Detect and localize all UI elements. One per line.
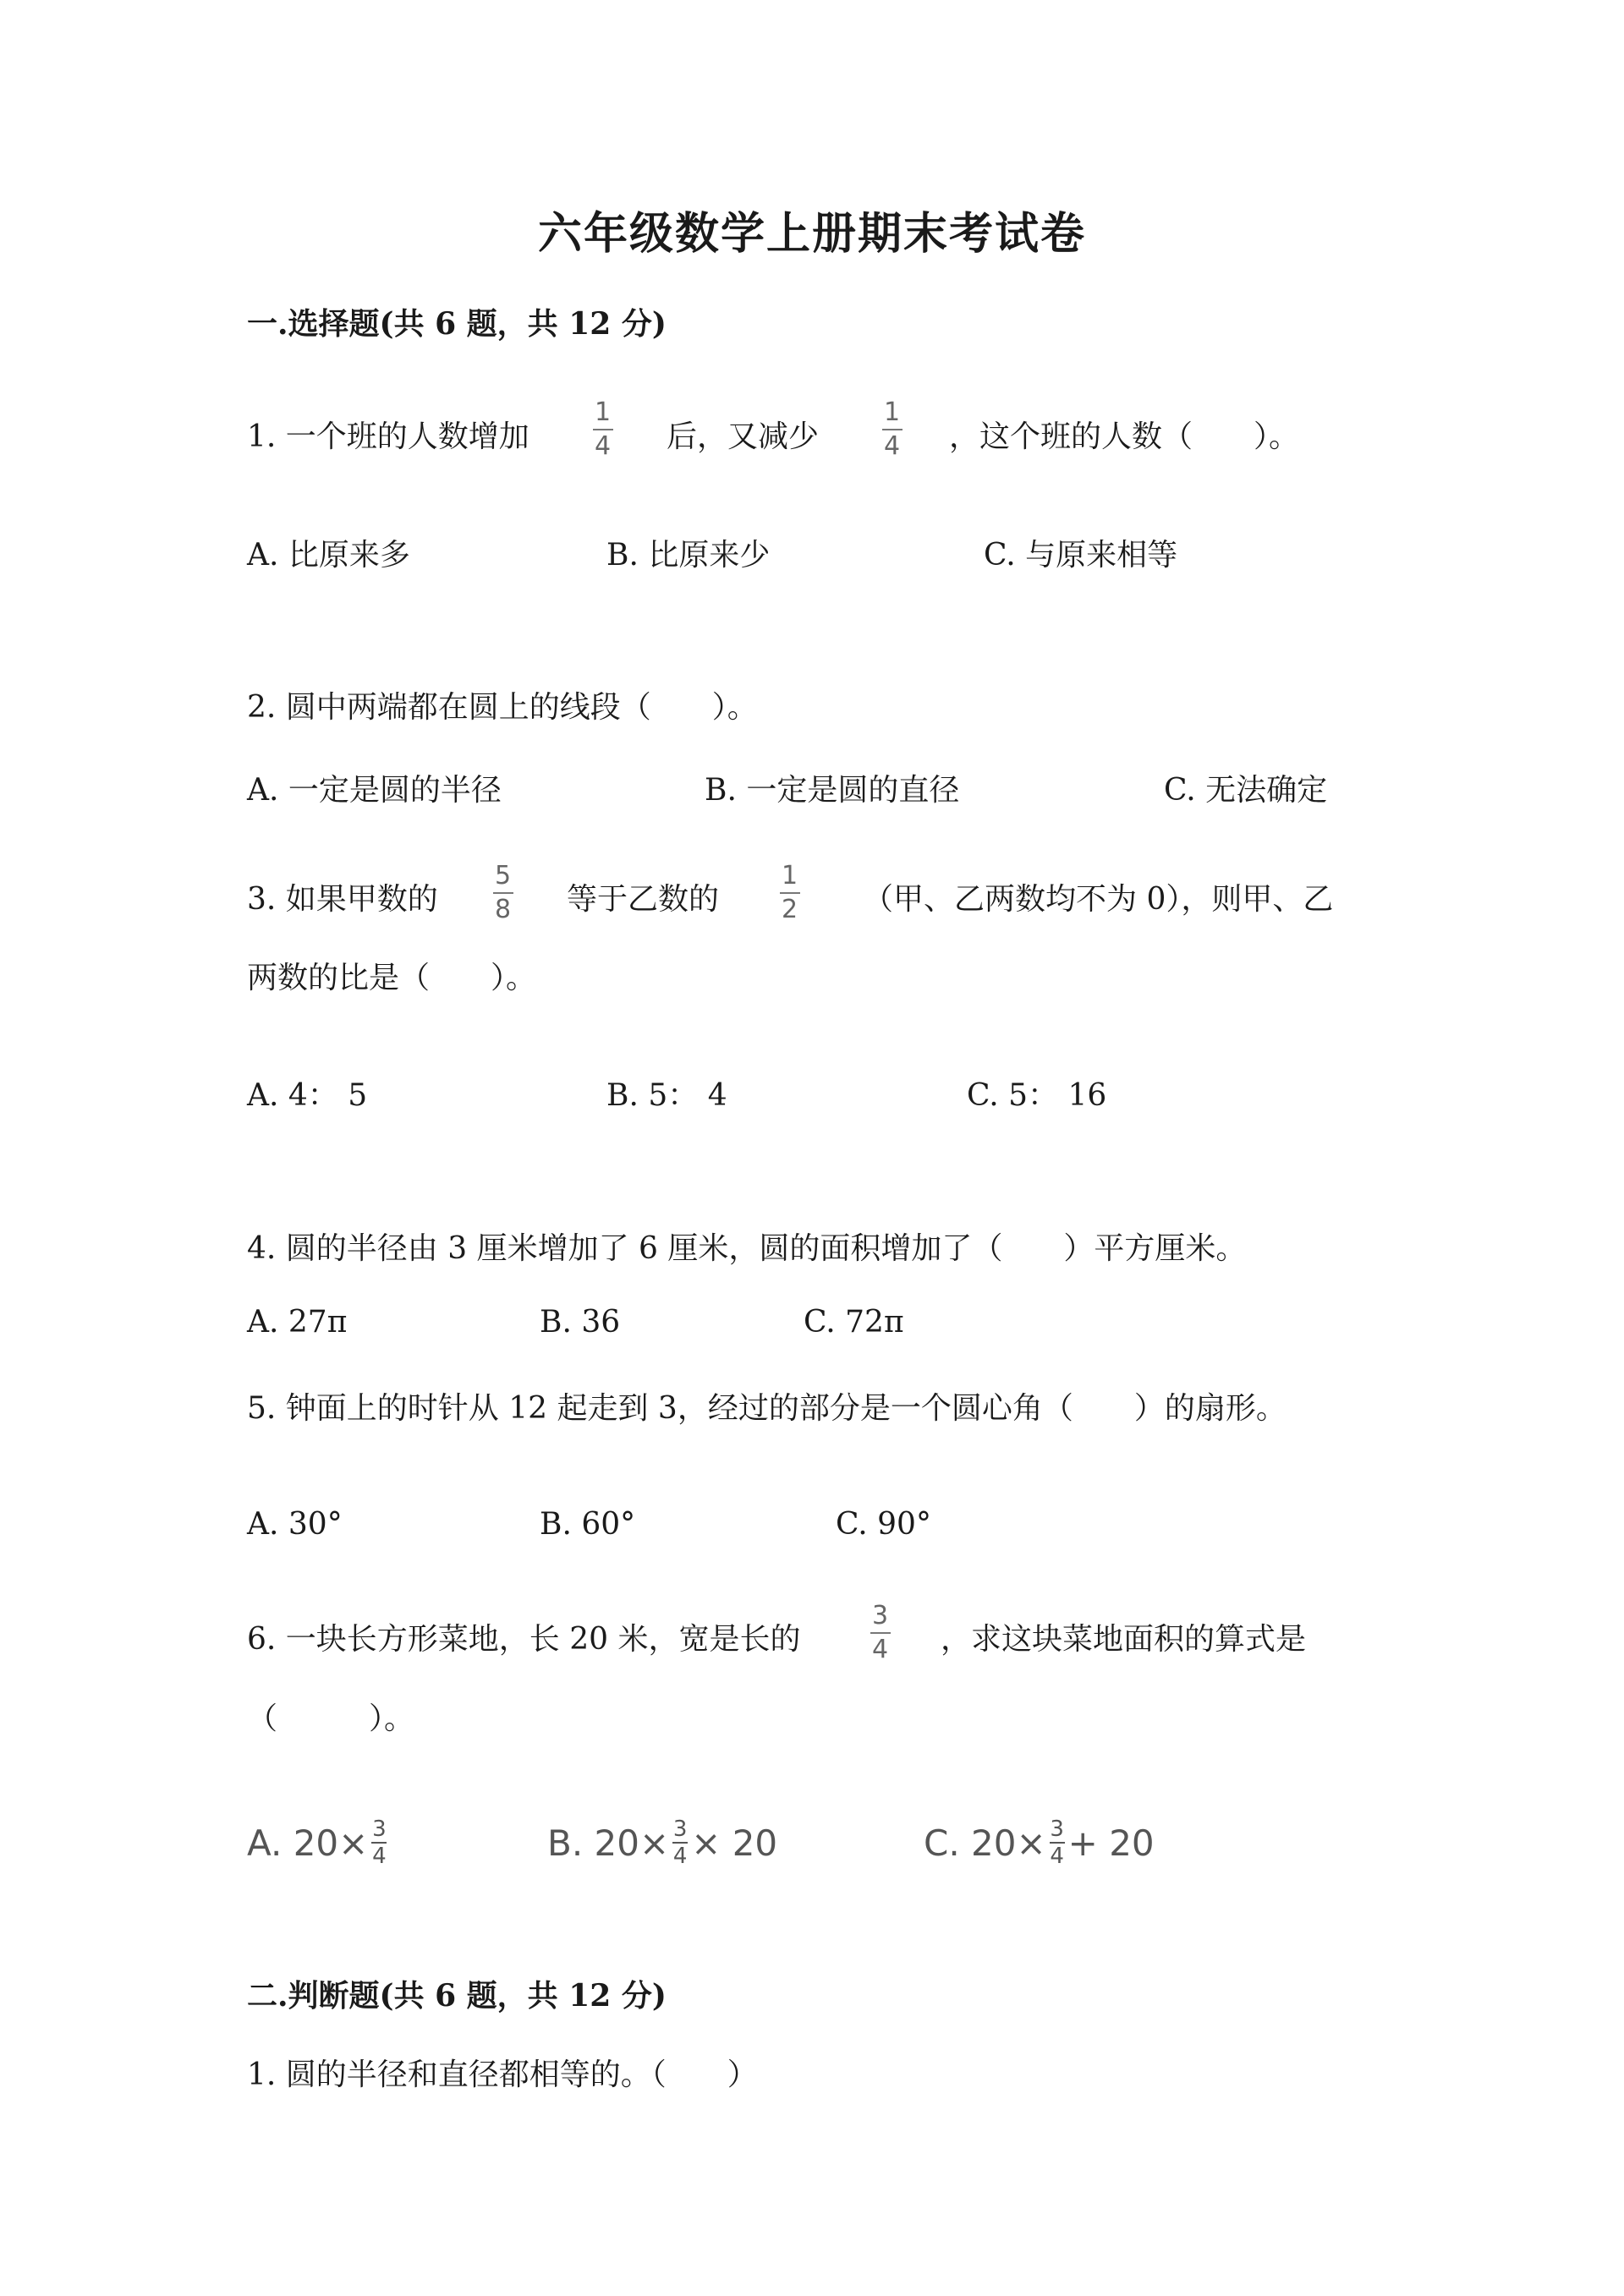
fraction-bar — [780, 892, 800, 894]
question-6-text-a: 6. 一块长方形菜地，长 20 米，宽是长的 — [247, 1622, 801, 1657]
question-4-text: 4. 圆的半径由 3 厘米增加了 6 厘米，圆的面积增加了（ ）平方厘米。 — [247, 1231, 1247, 1266]
fraction-numerator: 3 — [372, 1817, 387, 1842]
question-1-fraction-2 — [881, 399, 903, 459]
question-3-text-b: 等于乙数的 — [567, 882, 720, 917]
fraction-numerator: 1 — [884, 397, 901, 427]
fraction-denominator: 4 — [672, 1844, 688, 1869]
question-3-text-a: 3. 如果甲数的 — [247, 882, 438, 917]
fraction-denominator: 4 — [1050, 1844, 1064, 1869]
fraction-denominator: 4 — [595, 430, 612, 461]
question-1-option-c[interactable]: C. 与原来相等 — [984, 538, 1178, 573]
question-3-fraction-1 — [492, 863, 513, 923]
question-6-option-b[interactable] — [547, 1818, 777, 1867]
question-4-option-b[interactable]: B. 36 — [540, 1305, 621, 1340]
option-fraction — [371, 1818, 387, 1867]
question-2-option-a[interactable]: A. 一定是圆的半径 — [247, 773, 502, 808]
question-5-text: 5. 钟面上的时针从 12 起走到 3，经过的部分是一个圆心角（ ）的扇形。 — [247, 1391, 1287, 1426]
option-suffix: × 20 — [691, 1822, 778, 1864]
question-2-option-c[interactable]: C. 无法确定 — [1164, 773, 1328, 808]
option-suffix: + 20 — [1067, 1822, 1155, 1864]
question-1-text-c: ，这个班的人数（ ）。 — [949, 419, 1300, 454]
question-1-text-a: 1. 一个班的人数增加 — [247, 419, 529, 454]
fraction-numerator: 3 — [1050, 1817, 1064, 1842]
fraction-denominator: 4 — [372, 1844, 387, 1869]
question-3-option-a[interactable]: A. 4： 5 — [247, 1078, 368, 1113]
question-6-option-c[interactable] — [924, 1818, 1155, 1867]
judgment-question-1-text: 1. 圆的半径和直径都相等的。（ ） — [247, 2058, 758, 2092]
question-6-fraction-1 — [870, 1603, 891, 1663]
question-2-text: 2. 圆中两端都在圆上的线段（ ）。 — [247, 690, 758, 725]
fraction-bar — [493, 892, 513, 894]
fraction-bar — [593, 429, 613, 430]
question-1-text-b: 后，又减少 — [667, 419, 820, 454]
question-5-option-a[interactable]: A. 30° — [247, 1507, 343, 1542]
fraction-numerator: 3 — [672, 1817, 688, 1842]
option-prefix: B. 20× — [547, 1822, 670, 1864]
question-3-option-b[interactable]: B. 5： 4 — [606, 1078, 727, 1113]
question-5-option-c[interactable]: C. 90° — [836, 1507, 931, 1542]
question-3-fraction-2 — [779, 863, 800, 923]
section-heading-choice: 一.选择题(共 6 题，共 12 分) — [247, 306, 667, 342]
question-3-option-c[interactable]: C. 5： 16 — [967, 1078, 1107, 1113]
option-prefix: C. 20× — [924, 1822, 1046, 1864]
question-6-text-d: （ ）。 — [247, 1701, 415, 1736]
section-heading-judgment: 二.判断题(共 6 题，共 12 分) — [247, 1978, 667, 2014]
option-fraction — [672, 1818, 688, 1867]
option-fraction — [1050, 1818, 1065, 1867]
question-2-option-b[interactable]: B. 一定是圆的直径 — [705, 773, 960, 808]
question-1-option-a[interactable]: A. 比原来多 — [247, 538, 410, 573]
fraction-numerator: 3 — [872, 1601, 889, 1630]
fraction-denominator: 2 — [782, 894, 798, 924]
question-6-option-a[interactable] — [247, 1818, 390, 1867]
question-5-option-b[interactable]: B. 60° — [540, 1507, 636, 1542]
question-1-option-b[interactable]: B. 比原来少 — [606, 538, 771, 573]
fraction-numerator: 1 — [595, 397, 612, 427]
fraction-bar — [882, 429, 903, 430]
question-1-fraction-1 — [592, 399, 613, 459]
fraction-denominator: 4 — [884, 430, 901, 461]
question-4-option-a[interactable]: A. 27π — [247, 1305, 348, 1340]
page-title: 六年级数学上册期末考试卷 — [537, 208, 1086, 260]
question-3-text-d: 两数的比是（ ）。 — [247, 961, 537, 995]
fraction-bar — [870, 1632, 891, 1634]
fraction-denominator: 8 — [495, 894, 512, 924]
fraction-numerator: 5 — [495, 861, 512, 890]
question-6-text-c: ，求这块菜地面积的算式是 — [941, 1622, 1307, 1657]
option-prefix: A. 20× — [247, 1822, 369, 1864]
question-4-option-c[interactable]: C. 72π — [804, 1305, 904, 1340]
fraction-numerator: 1 — [782, 861, 798, 890]
question-3-text-c: （甲、乙两数均不为 0），则甲、乙 — [863, 882, 1334, 917]
fraction-denominator: 4 — [872, 1634, 889, 1664]
